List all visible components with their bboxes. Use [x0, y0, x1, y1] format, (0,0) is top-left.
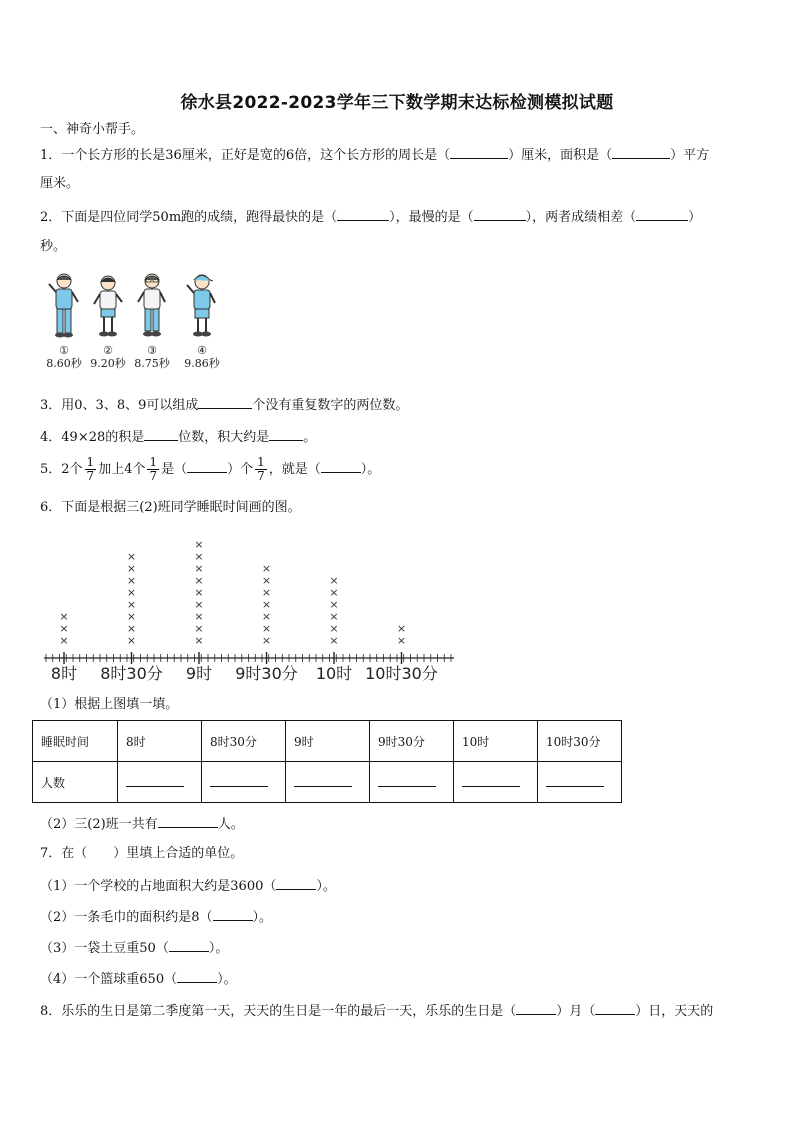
sleep-table-count-cell[interactable] — [454, 762, 538, 803]
x-mark: × — [126, 634, 137, 647]
runner-2-number: ② — [103, 344, 113, 357]
x-mark: × — [126, 574, 137, 587]
runner-3-figure — [132, 272, 172, 340]
x-mark: × — [329, 622, 339, 635]
runner-1 — [44, 272, 84, 370]
x-mark: × — [261, 622, 272, 635]
sleep-table-time-5: 10时 — [454, 721, 538, 762]
q7-item-4: （4）一个篮球重650（ ）。 — [40, 969, 237, 989]
q5-text-e: ，就是（ — [268, 462, 321, 477]
x-mark: × — [194, 610, 204, 623]
q1-text-b: ）厘米，面积是（ — [508, 148, 613, 163]
runner-4 — [182, 272, 222, 370]
q2-blank-fastest[interactable] — [337, 207, 389, 221]
x-mark: × — [261, 562, 272, 575]
q6-sub2-text-a: （2）三(2)班一共有 — [40, 817, 158, 832]
q5-fraction-3: $\frac{1}{7}$ — [257, 455, 265, 483]
question-1 — [40, 145, 709, 165]
axis-label: 10时 — [315, 664, 353, 683]
x-mark: × — [194, 574, 204, 587]
q2-text-d: ） — [688, 210, 702, 225]
x-mark: × — [329, 610, 339, 623]
axis-label: 10时30分 — [365, 664, 438, 683]
sleep-table-count-cell[interactable] — [118, 762, 202, 803]
q6-sub1: （1）根据上图填一填。 — [40, 697, 179, 712]
x-mark: × — [126, 562, 137, 575]
question-4 — [40, 427, 316, 447]
q4-blank-estimate[interactable] — [269, 427, 303, 441]
x-mark: × — [261, 598, 272, 611]
sleep-table-header-row — [33, 721, 622, 762]
q1-continuation: 厘米。 — [40, 176, 80, 191]
q5-text-f: ）。 — [360, 462, 381, 477]
q1-text-a: 1．一个长方形的长是36厘米，正好是宽的6倍，这个长方形的周长是（ — [40, 148, 451, 163]
x-mark: × — [329, 598, 339, 611]
runner-1-number: ① — [59, 344, 69, 357]
sleep-table-count-cell[interactable] — [202, 762, 286, 803]
sleep-table-time-6: 10时30分 — [538, 721, 622, 762]
question-6: 6．下面是根据三(2)班同学睡眠时间画的图。 — [40, 500, 301, 515]
runner-1-time: 8.60秒 — [46, 357, 82, 370]
question-3 — [40, 395, 408, 415]
runner-2-figure — [88, 272, 128, 340]
x-mark: × — [126, 550, 137, 563]
q5-fraction-1: $\frac{1}{7}$ — [86, 455, 95, 483]
x-mark: × — [261, 634, 272, 647]
q2-continuation: 秒。 — [40, 239, 67, 254]
sleep-table — [32, 720, 622, 803]
runner-2 — [88, 272, 128, 370]
x-mark: × — [194, 550, 204, 563]
x-mark: × — [329, 586, 339, 599]
x-mark: × — [126, 586, 137, 599]
axis-label: 8时30分 — [100, 664, 163, 683]
q8-text-a: 8．乐乐的生日是第二季度第一天，天天的生日是一年的最后一天，乐乐的生日是（ — [40, 1004, 517, 1019]
q1-blank-area[interactable] — [612, 145, 670, 159]
x-mark: × — [59, 622, 69, 635]
runner-3-number: ③ — [147, 344, 157, 357]
q2-blank-difference[interactable] — [636, 207, 688, 221]
page-title: 徐水县2022-2023学年三下数学期末达标检测模拟试题 — [180, 93, 614, 113]
x-mark: × — [59, 610, 69, 623]
q7-item-1: （1）一个学校的占地面积大约是3600（ ）。 — [40, 876, 336, 896]
axis-label: 8时 — [50, 664, 78, 683]
x-mark: × — [59, 634, 69, 647]
line-plot-marks — [59, 538, 406, 647]
q2-blank-slowest[interactable] — [474, 207, 526, 221]
axis-label: 9时30分 — [235, 664, 298, 683]
sleep-table-header-label: 睡眠时间 — [33, 721, 118, 762]
q2-text-c: ），两者成绩相差（ — [525, 210, 637, 225]
x-mark: × — [261, 574, 272, 587]
x-mark: × — [261, 586, 272, 599]
sleep-table-time-4: 9时30分 — [370, 721, 454, 762]
q2-text-b: ），最慢的是（ — [389, 210, 474, 225]
x-mark: × — [194, 634, 204, 647]
runner-2-time: 9.20秒 — [90, 357, 126, 370]
sleep-table-count-cell[interactable] — [538, 762, 622, 803]
q7-blank-4[interactable] — [177, 969, 217, 983]
q6-blank-total[interactable] — [158, 814, 218, 828]
q5-text-d: ）个 — [227, 462, 254, 477]
q5-text-b: 加上4个 — [98, 462, 146, 477]
x-mark: × — [261, 610, 272, 623]
q7-blank-1[interactable] — [276, 876, 316, 890]
runner-4-number: ④ — [197, 344, 207, 357]
q4-text-a: 4．49×28的积是 — [40, 430, 145, 445]
x-mark: × — [396, 634, 407, 647]
q7-blank-3[interactable] — [169, 938, 209, 952]
q1-text-c: ）平方 — [670, 148, 710, 163]
sleep-table-time-2: 8时30分 — [202, 721, 286, 762]
q1-blank-perimeter[interactable] — [450, 145, 508, 159]
q5-text-c: 是（ — [161, 462, 188, 477]
q7-item-3: （3）一袋土豆重50（ ）。 — [40, 938, 228, 958]
x-mark: × — [126, 610, 137, 623]
q4-text-b: 位数，积大约是 — [178, 430, 270, 445]
q5-fraction-2: $\frac{1}{7}$ — [149, 455, 158, 483]
x-mark: × — [329, 634, 339, 647]
sleep-table-count-row — [33, 762, 622, 803]
sleep-table-count-cell[interactable] — [286, 762, 370, 803]
question-2 — [40, 207, 701, 227]
line-plot-labels — [51, 664, 438, 683]
x-mark: × — [126, 622, 137, 635]
question-5 — [40, 455, 380, 485]
x-mark: × — [396, 622, 407, 635]
q6-sub2 — [40, 814, 244, 834]
q3-text-b: 个没有重复数字的两位数。 — [252, 398, 409, 413]
runner-4-figure — [182, 272, 222, 340]
x-mark: × — [194, 598, 204, 611]
q7-blank-2[interactable] — [213, 907, 253, 921]
q5-blank-result[interactable] — [321, 459, 361, 473]
q5-blank-count[interactable] — [187, 459, 227, 473]
q8-text-c: ）日，天天的 — [635, 1004, 714, 1019]
question-7: 7．在（ ）里填上合适的单位。 — [40, 846, 244, 861]
x-mark: × — [329, 574, 339, 587]
sleep-table-row-label: 人数 — [33, 762, 118, 803]
x-mark: × — [194, 562, 204, 575]
q8-text-b: ）月（ — [556, 1004, 596, 1019]
runner-3 — [132, 272, 172, 370]
q8-blank-month[interactable] — [516, 1001, 556, 1015]
x-mark: × — [194, 538, 204, 551]
runner-1-figure — [44, 272, 84, 340]
x-mark: × — [126, 598, 137, 611]
runners-illustration — [40, 272, 240, 374]
section-heading: 一、神奇小帮手。 — [40, 122, 145, 137]
line-plot-axis — [44, 652, 454, 664]
x-mark: × — [194, 586, 204, 599]
q8-blank-day[interactable] — [595, 1001, 635, 1015]
sleep-table-count-cell[interactable] — [370, 762, 454, 803]
q6-sub2-text-b: 人。 — [217, 817, 244, 832]
x-mark: × — [194, 622, 204, 635]
q3-text-a: 3．用0、3、8、9可以组成 — [40, 398, 199, 413]
q7-item-2: （2）一条毛巾的面积约是8（ ）。 — [40, 907, 272, 927]
runner-4-time: 9.86秒 — [184, 357, 220, 370]
q5-text-a: 5．2个 — [40, 462, 83, 477]
runner-3-time: 8.75秒 — [134, 357, 170, 370]
q3-blank[interactable] — [198, 395, 252, 409]
question-8 — [40, 1001, 713, 1021]
q4-blank-digits[interactable] — [144, 427, 178, 441]
axis-label: 9时 — [185, 664, 213, 683]
sleep-table-time-1: 8时 — [118, 721, 202, 762]
sleep-table-time-3: 9时 — [286, 721, 370, 762]
sleep-line-plot — [38, 528, 458, 688]
q2-text-a: 2．下面是四位同学50m跑的成绩，跑得最快的是（ — [40, 210, 338, 225]
q4-text-c: 。 — [303, 430, 317, 445]
